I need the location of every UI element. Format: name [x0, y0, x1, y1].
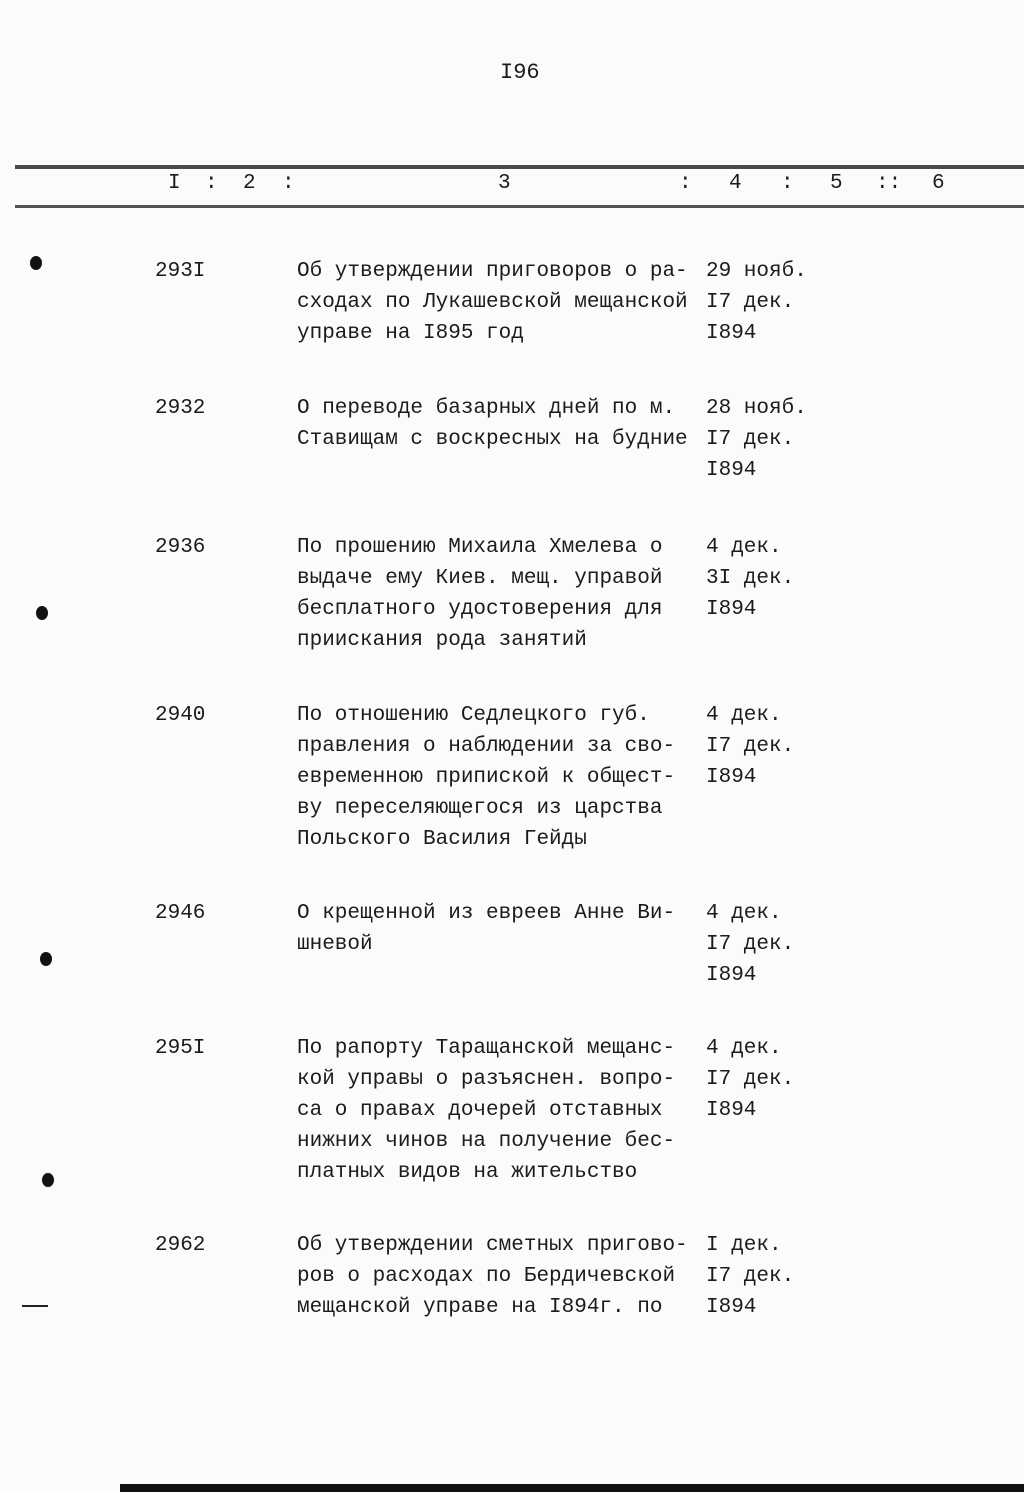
entry-description — [297, 1230, 688, 1323]
description-line: Ставищам с воскресных на будние — [297, 428, 688, 451]
entry-number: 2940 — [155, 704, 206, 727]
entry-dates — [706, 700, 794, 793]
entry-dates — [706, 256, 807, 349]
punch-hole-mark — [30, 256, 42, 270]
entry-dates — [706, 1033, 794, 1126]
date-line: 4 дек. — [706, 704, 782, 727]
entry-dates — [706, 532, 794, 625]
description-line: По рапорту Таращанской мещанс- — [297, 1037, 676, 1060]
entry-number: 293I — [155, 260, 206, 283]
description-line: евременною припиской к общест- — [297, 766, 676, 789]
entry-number: 2946 — [155, 902, 206, 925]
col-separator: : — [205, 172, 218, 195]
description-line: управе на I895 год — [297, 322, 524, 345]
date-line: I7 дек. — [706, 291, 795, 314]
date-line: I894 — [706, 1296, 757, 1319]
entry-number: 2936 — [155, 536, 206, 559]
date-line: I7 дек. — [706, 735, 795, 758]
description-line: Об утверждении приговоров о ра- — [297, 260, 688, 283]
col-separator: : — [679, 172, 692, 195]
date-line: I7 дек. — [706, 933, 795, 956]
punch-hole-mark — [40, 952, 52, 966]
date-line: I7 дек. — [706, 1068, 795, 1091]
date-line: 29 нояб. — [706, 260, 807, 283]
description-line: О переводе базарных дней по м. — [297, 397, 676, 420]
description-line: мещанской управе на I894г. по — [297, 1296, 663, 1319]
punch-hole-mark — [42, 1173, 54, 1187]
entry-description — [297, 1033, 675, 1188]
date-line: 28 нояб. — [706, 397, 807, 420]
header-bottom-rule — [15, 205, 1024, 208]
description-line: бесплатного удостоверения для — [297, 598, 663, 621]
col-separator: : — [282, 172, 295, 195]
description-line: нижних чинов на получение бес- — [297, 1130, 676, 1153]
margin-dash-mark — [22, 1305, 48, 1307]
date-line: 4 дек. — [706, 1037, 782, 1060]
scan-bottom-edge — [120, 1484, 1024, 1492]
date-line: I894 — [706, 598, 757, 621]
entry-description — [297, 700, 675, 855]
description-line: приискания рода занятий — [297, 629, 587, 652]
entry-description — [297, 256, 688, 349]
entry-description — [297, 532, 662, 656]
date-line: 4 дек. — [706, 536, 782, 559]
description-line: По прошению Михаила Хмелева о — [297, 536, 663, 559]
entry-description — [297, 393, 688, 455]
punch-hole-mark — [36, 606, 48, 620]
entry-dates — [706, 898, 794, 991]
col-5-header: 5 — [830, 172, 843, 195]
description-line: ву переселяющегося из царства — [297, 797, 663, 820]
col-2-header: 2 — [243, 172, 256, 195]
date-line: I894 — [706, 322, 757, 345]
col-separator: :: — [876, 172, 902, 195]
description-line: Об утверждении сметных пригово- — [297, 1234, 688, 1257]
description-line: Польского Василия Гейды — [297, 828, 587, 851]
description-line: кой управы о разъяснен. вопро- — [297, 1068, 676, 1091]
description-line: шневой — [297, 933, 373, 956]
date-line: I894 — [706, 964, 757, 987]
date-line: I дек. — [706, 1234, 782, 1257]
description-line: платных видов на жительство — [297, 1161, 638, 1184]
entry-number: 2962 — [155, 1234, 206, 1257]
description-line: По отношению Седлецкого губ. — [297, 704, 650, 727]
entry-number: 295I — [155, 1037, 206, 1060]
date-line: 4 дек. — [706, 902, 782, 925]
description-line: са о правах дочерей отставных — [297, 1099, 663, 1122]
description-line: О крещенной из евреев Анне Ви- — [297, 902, 676, 925]
date-line: I894 — [706, 1099, 757, 1122]
entry-number: 2932 — [155, 397, 206, 420]
col-separator: : — [781, 172, 794, 195]
description-line: правления о наблюдении за сво- — [297, 735, 676, 758]
date-line: 3I дек. — [706, 567, 795, 590]
description-line: сходах по Лукашевской мещанской — [297, 291, 688, 314]
date-line: I7 дек. — [706, 1265, 795, 1288]
date-line: I7 дек. — [706, 428, 795, 451]
description-line: ров о расходах по Бердичевской — [297, 1265, 676, 1288]
entry-dates — [706, 1230, 794, 1323]
col-3-header: 3 — [498, 172, 511, 195]
col-6-header: 6 — [932, 172, 945, 195]
date-line: I894 — [706, 459, 757, 482]
date-line: I894 — [706, 766, 757, 789]
entry-dates — [706, 393, 807, 486]
description-line: выдаче ему Киев. мещ. управой — [297, 567, 663, 590]
col-1-header: I — [168, 172, 181, 195]
col-4-header: 4 — [729, 172, 742, 195]
page-number: I96 — [500, 60, 540, 85]
entry-description — [297, 898, 675, 960]
header-top-rule — [15, 165, 1024, 169]
